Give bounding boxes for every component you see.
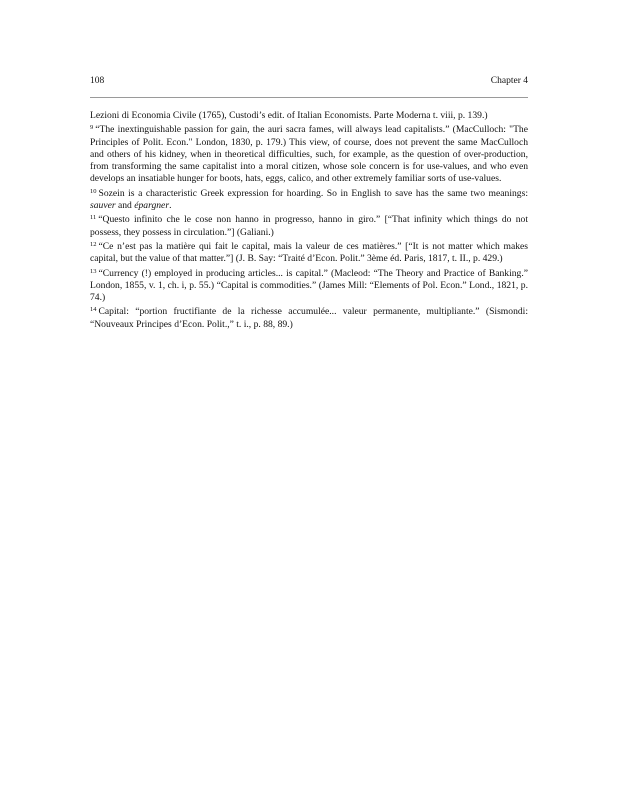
footnote-continuation [90,110,528,122]
footnote-11 [90,214,528,239]
footnote-number: 10 [90,187,97,195]
footnote-9 [90,124,528,185]
page-number: 108 [90,76,105,86]
footnote-number: 12 [90,240,97,248]
footnote-text: “Currency (!) employed in producing articles... is capital.” (Macleod: “The Theory and Practice of Banking.” London, 1855, v. 1, ch. i, p. 55.) “Capital is commodities.” (James Mill: “Elements of Pol. Econ.” Lond., 1821, p. 74.) [90,267,528,304]
footnote-italic-term: épargner [134,200,170,212]
footnote-text: “Ce n’est pas la matière qui fait le capital, mais la valeur de ces matières.” [“It is not matter which makes capital, but the value of that matter.”] (J. B. Say: “Traité d’Econ. Polit.” 3ème éd. Paris, 1817, t. II., p. 429.) [90,240,528,265]
footnote-13 [90,268,528,305]
footnote-number: 14 [90,306,97,314]
footnote-text: Lezioni di Economia Civile (1765), Custodi’s edit. of Italian Economists. Parte Moderna t. viii, p. 139.) [90,110,488,121]
footnote-text: and [115,200,135,212]
footnote-12 [90,241,528,266]
footnote-14 [90,306,528,331]
footnote-italic-term: sauver [90,200,116,212]
footnote-text: . [169,200,172,212]
footnote-number: 9 [90,124,94,132]
footnote-number: 11 [90,214,97,222]
header-rule [90,97,528,98]
page-header [90,74,528,88]
footnote-text: Sozein is a characteristic Greek expression for hoarding. So in English to save has the same two meanings: [98,187,528,199]
footnote-text: “Questo infinito che le cose non hanno in progresso, hanno in giro.” [“That infinity which things do not possess, they possess in circulation.”] (Galiani.) [90,214,528,238]
footnote-number: 13 [90,267,97,275]
footnotes [90,110,528,333]
footnote-text: Capital: “portion fructifiante de la richesse accumulée... valeur permanente, multipliante.” (Sismondi: “Nouveaux Principes d’Econ. Polit.,” t. i., p. 88, 89.) [90,306,528,330]
footnote-text: “The inextinguishable passion for gain, the auri sacra fames, will always lead capitalists.” (MacCulloch: "The Principles of Polit. Econ." London, 1830, p. 179.) This view, of course, does not prevent the same MacCulloch and others of his kidney, when in theoretical difficulties, such, for example, as the question of over-production, from transforming the same capitalist into a moral citizen, whose sole concern is for use-values, and who even develops an insatiable hunger for boots, hats, eggs, calico, and other extremely familiar sorts of use-values. [90,124,528,185]
footnote-10 [90,188,528,213]
chapter-label: Chapter 4 [490,76,528,86]
